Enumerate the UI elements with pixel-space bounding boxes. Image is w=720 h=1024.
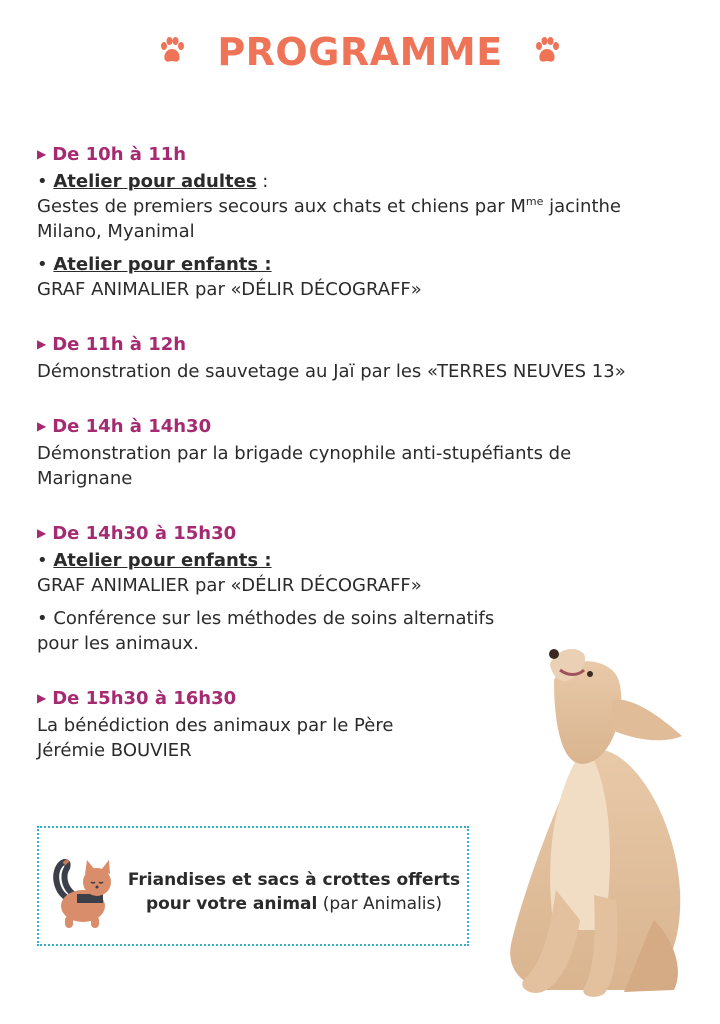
header [0,30,720,74]
triangle-right-icon: ▶ [37,419,47,433]
cat-illustration [47,842,119,934]
info-box [37,826,469,946]
item-description: pour les animaux. [37,633,199,654]
item-label: Atelier pour enfants : [53,550,272,571]
time-text: De 14h30 à 15h30 [52,523,237,544]
item-description: • Conférence sur les méthodes de soins alternatifs [37,608,495,629]
info-normal: (par Animalis) [317,894,443,914]
time-text: De 14h à 14h30 [52,416,212,437]
item-description: Jérémie BOUVIER [37,740,192,761]
item-description [37,194,677,244]
item-label: Atelier pour enfants : [53,254,272,275]
triangle-right-icon: ▶ [37,147,47,161]
program-item [37,252,677,302]
program-item [37,169,677,244]
item-description-part: Gestes de premiers secours aux chats et chiens par M [37,196,526,217]
item-description-part: jacinthe Milano, Myanimal [37,196,621,242]
time-heading [37,414,677,441]
item-heading: • Atelier pour adultes : [37,171,269,192]
item-description: Démonstration de sauvetage au Jaï par les «TERRES NEUVES 13» [37,361,626,382]
triangle-right-icon: ▶ [37,337,47,351]
program-slot [37,521,677,656]
item-description: Démonstration par la brigade cynophile anti-stupéfiants de [37,443,572,464]
paw-icon [532,36,562,66]
info-text [119,868,469,916]
time-text: De 11h à 12h [52,334,187,355]
time-text: De 10h à 11h [52,144,187,165]
time-text: De 15h30 à 16h30 [52,688,237,709]
info-bold: pour votre animal [145,894,318,914]
item-description: Marignane [37,468,133,489]
item-heading: • Atelier pour enfants : [37,550,272,571]
program-slot [37,414,677,491]
triangle-right-icon: ▶ [37,526,47,540]
program-item [37,548,677,598]
superscript: me [525,195,544,208]
dog-photo [484,640,704,1000]
item-description: GRAF ANIMALIER par «DÉLIR DÉCOGRAFF» [37,279,422,300]
program-slot [37,142,677,302]
triangle-right-icon: ▶ [37,691,47,705]
item-label-sep: : [256,171,269,192]
item-description: La bénédiction des animaux par le Père [37,715,394,736]
info-bold: Friandises et sacs à crottes offerts [127,870,461,890]
item-label: Atelier pour adultes [53,171,257,192]
program-slot [37,332,677,384]
time-heading [37,521,677,548]
time-heading [37,332,677,359]
item-description: GRAF ANIMALIER par «DÉLIR DÉCOGRAFF» [37,575,422,596]
item-description-part: Conférence sur les méthodes de soins alternatifs [53,608,495,629]
page-title: PROGRAMME [217,30,503,74]
item-heading: • Atelier pour enfants : [37,254,272,275]
time-heading [37,142,677,169]
